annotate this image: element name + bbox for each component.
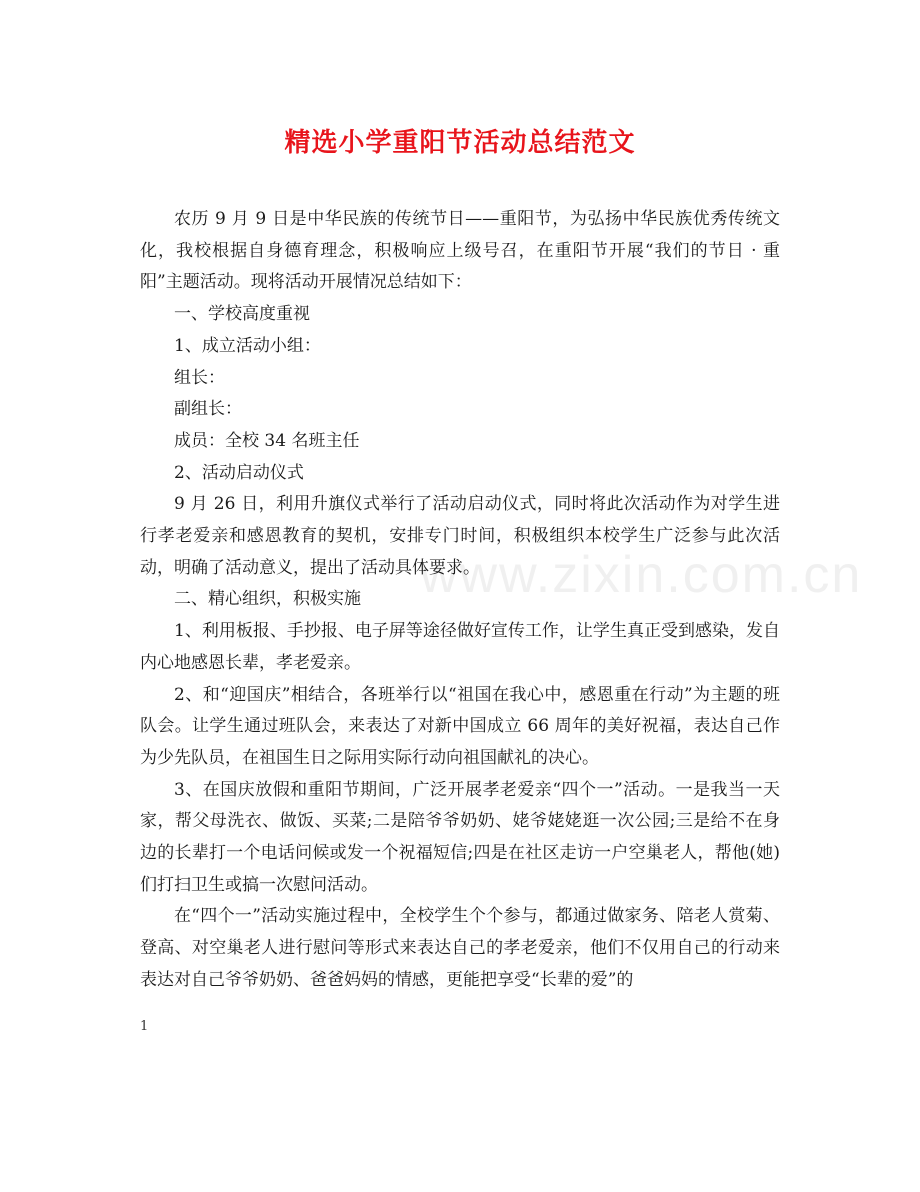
paragraph-intro: 农历 9 月 9 日是中华民族的传统节日——重阳节，为弘扬中华民族优秀传统文化，我校根据自身德育理念，积极响应上级号召，在重阳节开展“我们的节日 · 重阳”主题活动。现将活动开展情况总结如下：: [140, 209, 780, 293]
paragraph-item: 2、活动启动仪式: [174, 462, 304, 483]
paragraph-item: 副组长：: [174, 399, 242, 420]
heading-section-1: 一、学校高度重视: [174, 304, 310, 325]
paragraph-ceremony: 9 月 26 日，利用升旗仪式举行了活动启动仪式，同时将此次活动作为对学生进行孝老爱亲和感恩教育的契机，安排专门时间，积极组织本校学生广泛参与此次活动，明确了活动意义，提出了活动具体要求。: [140, 494, 780, 578]
paragraph-item: 成员：全校 34 名班主任: [174, 430, 360, 451]
paragraph-item: 3、在国庆放假和重阳节期间，广泛开展孝老爱亲“四个一”活动。一是我当一天家，帮父母洗衣、做饭、买菜;二是陪爷爷奶奶、姥爷姥姥逛一次公园;三是给不在身边的长辈打一个电话问候或发一个祝福短信;四是在社区走访一户空巢老人，帮他(她)们打扫卫生或搞一次慰问活动。: [140, 779, 780, 895]
page-number: 1: [140, 1019, 149, 1034]
paragraph-item: 1、利用板报、手抄报、电子屏等途径做好宣传工作，让学生真正受到感染，发自内心地感恩长辈，孝老爱亲。: [140, 621, 780, 673]
paragraph-item: 2、和“迎国庆”相结合，各班举行以“祖国在我心中，感恩重在行动”为主题的班队会。让学生通过班队会，来表达了对新中国成立 66 周年的美好祝福，表达自己作为少先队员，在祖国生日之际用实际行动向祖国献礼的决心。: [140, 684, 780, 768]
document-title: 精选小学重阳节活动总结范文: [284, 128, 636, 158]
watermark: www.zixin.com.cn: [420, 546, 863, 604]
paragraph-item: 在“四个一”活动实施过程中，全校学生个个参与，都通过做家务、陪老人赏菊、登高、对空巢老人进行慰问等形式来表达自己的孝老爱亲，他们不仅用自己的行动来表达对自己爷爷奶奶、爸爸妈妈的情感，更能把享受“长辈的爱”的: [140, 906, 780, 990]
paragraph-item: 组长：: [174, 367, 225, 388]
heading-section-2: 二、精心组织，积极实施: [174, 589, 361, 610]
paragraph-item: 1、成立活动小组：: [174, 335, 321, 356]
document-body: [140, 204, 780, 997]
